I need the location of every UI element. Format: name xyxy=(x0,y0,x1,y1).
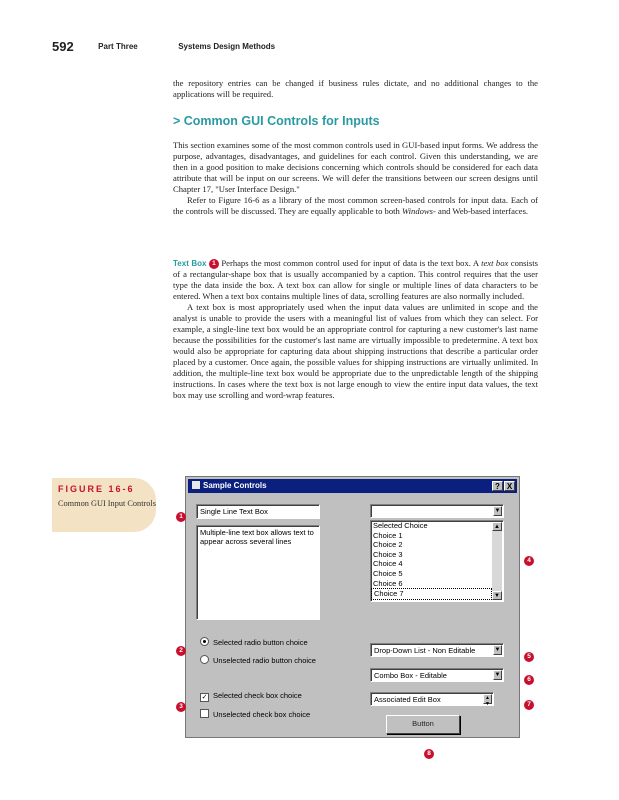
dropdown-non-editable[interactable]: Drop-Down List - Non Editable ▼ xyxy=(370,643,504,657)
list-scrollbar[interactable] xyxy=(492,522,502,600)
window-titlebar xyxy=(188,479,517,493)
single-line-text-box[interactable]: Single Line Text Box xyxy=(196,504,320,519)
list-item[interactable]: Choice 1 xyxy=(373,530,403,540)
radio-on-icon[interactable] xyxy=(200,637,209,646)
callout-badge-8: 8 xyxy=(424,749,434,759)
paragraph-3: Text Box 1 Perhaps the most common control used for input of data is the text box. A text box consists of a rectangular-shape box that is usually accompanied by a caption. This control requires that the user type the data inside the box. A text box can allow for single or multiple lines of data characters to be entered. When a text box contains multiple lines of data, scrolling features are also normally included. xyxy=(173,258,538,302)
checkbox-unselected[interactable]: Unselected check box choice xyxy=(200,709,310,719)
radio-unselected[interactable]: Unselected radio button choice xyxy=(200,655,316,665)
scroll-up-icon[interactable]: ▲ xyxy=(492,522,502,531)
dropdown-top[interactable] xyxy=(370,504,504,518)
close-button[interactable]: X xyxy=(504,481,515,491)
callout-badge-3: 3 xyxy=(176,702,186,712)
paragraph-2: Refer to Figure 16-6 as a library of the most common screen-based controls for input data. Each of the controls will be discussed. They are equally applicable to both Windows- and Web-based interfaces. xyxy=(173,195,538,216)
chevron-down-icon[interactable]: ▼ xyxy=(494,647,501,653)
figure-caption: Common GUI Input Controls xyxy=(58,499,156,508)
paragraph-4: A text box is most appropriately used when the input data values are unlimited in scope and the analyst is unable to provide the users with a meaningful list of values from which they can select. For example, a single-line text box would be an appropriate control for capturing a new customer's last name because the possibilities for the customer's last name are virtually impossible to predetermine. A text box would also be appropriate for capturing data about shipping instructions that describe a particular order placed by a customer. Once again, the possible values for shipping instructions are virtually unlimited. In addition, the multiple-line text box would be appropriate due to the unpredictable length of the shipping instructions. In cases where the text box is not large enough to view the entire input data values, the text box may use scrolling and word-wrap features. xyxy=(173,302,538,401)
multi-line-text-box[interactable]: Multiple-line text box allows text to appear across several lines xyxy=(196,525,320,620)
callout-badge-1: 1 xyxy=(176,512,186,522)
list-item[interactable]: Choice 7 xyxy=(371,588,492,600)
checkbox-checked-icon[interactable]: ✓ xyxy=(201,694,208,701)
radio-selected[interactable]: Selected radio button choice xyxy=(200,637,308,647)
text-box-section xyxy=(173,258,538,401)
list-item[interactable]: Choice 5 xyxy=(373,568,403,578)
help-button[interactable]: ? xyxy=(492,481,503,491)
list-item[interactable]: Choice 6 xyxy=(373,578,403,588)
callout-badge-1: 1 xyxy=(209,259,219,269)
list-item[interactable]: Selected Choice xyxy=(373,521,428,530)
part-label: Part Three xyxy=(98,42,138,51)
radio-off-icon[interactable] xyxy=(200,655,209,664)
body-paragraphs xyxy=(173,140,538,217)
chevron-down-icon[interactable]: ▼ xyxy=(494,672,501,678)
checkbox-empty-icon[interactable] xyxy=(200,709,209,718)
chevron-down-icon[interactable]: ▼ xyxy=(494,508,501,514)
running-header xyxy=(52,38,275,56)
list-box[interactable] xyxy=(370,520,504,602)
callout-badge-7: 7 xyxy=(524,700,534,710)
chapter-title: Systems Design Methods xyxy=(178,42,276,51)
window-app-icon xyxy=(192,481,200,489)
window-title: Sample Controls xyxy=(203,481,267,490)
callout-badge-5: 5 xyxy=(524,652,534,662)
section-heading: > Common GUI Controls for Inputs xyxy=(173,114,380,128)
list-item[interactable]: Choice 2 xyxy=(373,540,403,550)
scroll-down-icon[interactable]: ▼ xyxy=(492,591,502,600)
combo-box-editable[interactable]: Combo Box - Editable ▼ xyxy=(370,668,504,682)
sample-controls-window xyxy=(185,476,520,738)
page-number: 592 xyxy=(52,39,74,54)
spin-edit-box[interactable]: Associated Edit Box ▲ ▼ xyxy=(370,692,494,706)
checkbox-selected[interactable]: ✓ Selected check box choice xyxy=(201,691,302,701)
figure-label: FIGURE 16-6 xyxy=(58,484,135,494)
callout-badge-2: 2 xyxy=(176,646,186,656)
callout-badge-4: 4 xyxy=(524,556,534,566)
figure-caption-box xyxy=(52,478,156,532)
list-item[interactable]: Choice 4 xyxy=(373,559,403,569)
push-button[interactable]: Button xyxy=(386,715,460,734)
callout-badge-6: 6 xyxy=(524,675,534,685)
paragraph-1: This section examines some of the most common controls used in GUI-based input forms. We address the purpose, advantages, disadvantages, and guidelines for each control. Given this understanding, we are then in a good position to make decisions concerning which controls should be considered for each data attribute that will be input on our screens. We will defer the transitions between our screen designs until Chapter 17, "User Interface Design." xyxy=(173,140,538,194)
spinner-icon[interactable]: ▲ ▼ xyxy=(483,694,492,704)
text-box-heading: Text Box xyxy=(173,259,207,268)
intro-paragraph: the repository entries can be changed if business rules dictate, and no additional changes to the applications will be required. xyxy=(173,78,538,99)
list-item[interactable]: Choice 3 xyxy=(373,549,403,559)
